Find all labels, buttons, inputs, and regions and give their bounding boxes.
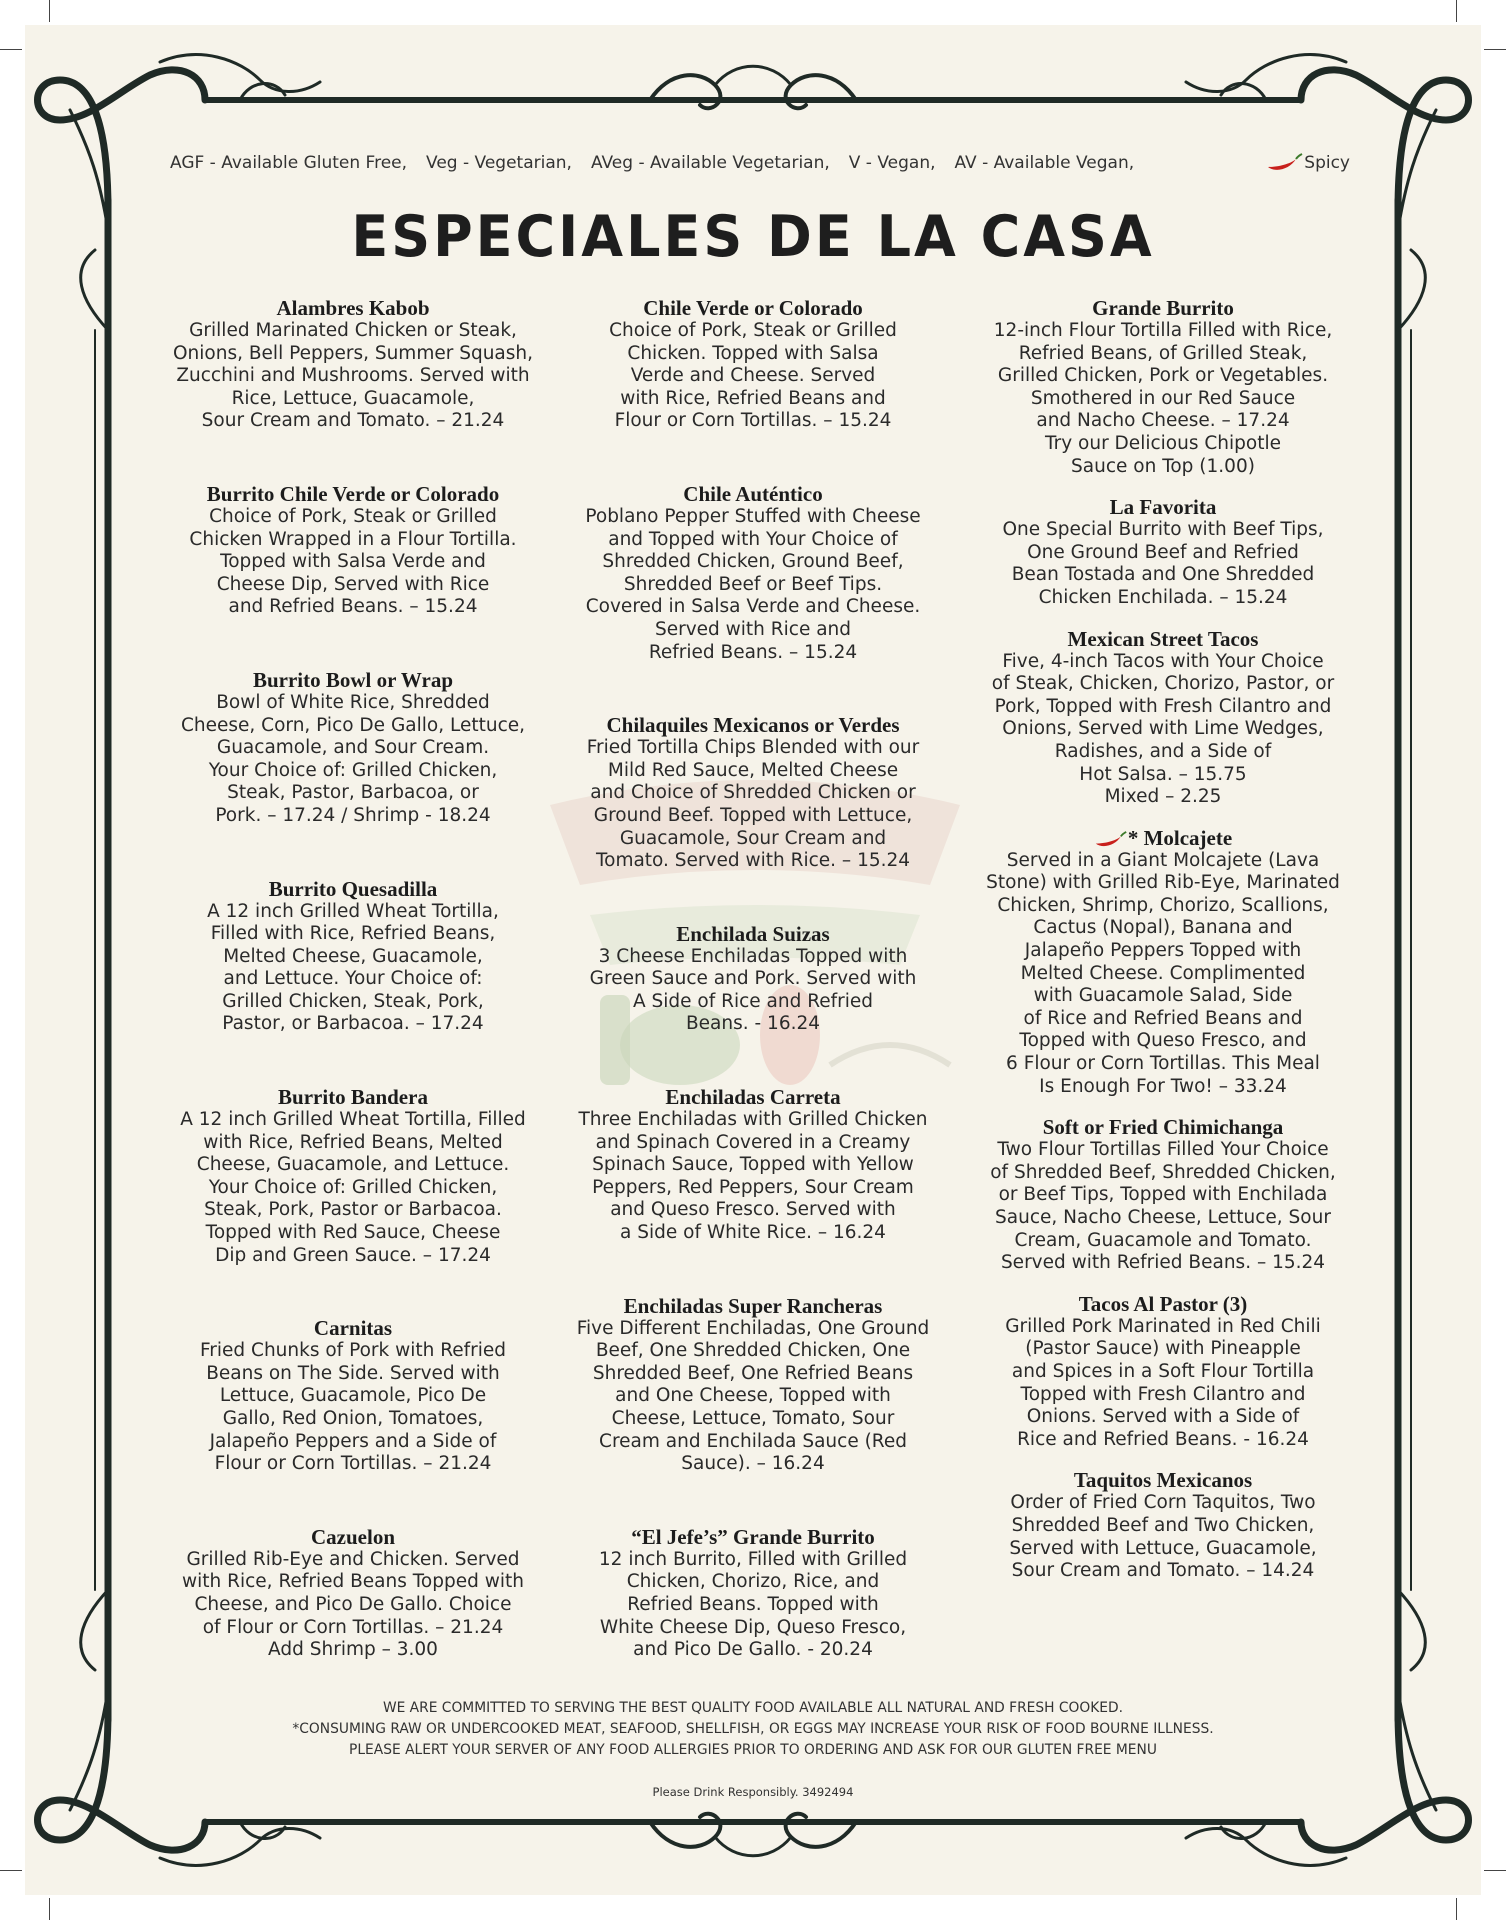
menu-item-name-text: Mexican Street Tacos: [1067, 626, 1259, 651]
menu-item-name-text: Chilaquiles Mexicanos or Verdes: [606, 713, 900, 738]
menu-item-name-text: Burrito Quesadilla: [268, 876, 438, 901]
menu-item-description: A 12 inch Grilled Wheat Tortilla, Filled with Rice, Refried Beans, Melted Cheese, Guacamole, and Lettuce. Your Choice of: Grilled Chicken, Steak, Pork, Pastor, or Barbacoa. – 17.24: [207, 900, 499, 1035]
menu-item-name: [143, 1086, 563, 1109]
menu-item-name: [143, 878, 563, 901]
menu-item-name-text: Cazuelon: [311, 1524, 395, 1549]
menu-item-name: [543, 1526, 963, 1549]
menu-item-name: [143, 483, 563, 506]
menu-item-name-text: Enchiladas Carreta: [665, 1085, 841, 1110]
menu-item: [953, 1116, 1373, 1275]
legend-item-v: V - Vegan,: [848, 153, 936, 173]
menu-footer: [0, 1698, 1506, 1761]
menu-item-name-text: Chile Verde or Colorado: [643, 296, 863, 320]
menu-column-right: [953, 297, 1373, 1583]
menu-item-name-text: Soft or Fried Chimichanga: [1042, 1115, 1284, 1140]
legend-item-spicy: [1266, 153, 1350, 173]
menu-item: [543, 1295, 963, 1476]
menu-item: [953, 1293, 1373, 1452]
menu-item-name-text: * Molcajete: [1127, 825, 1233, 850]
footer-allergy-note: PLEASE ALERT YOUR SERVER OF ANY FOOD ALLERGIES PRIOR TO ORDERING AND ASK FOR OUR GLUTEN FREE MENU: [349, 1742, 1157, 1758]
menu-item-description: Three Enchiladas with Grilled Chicken and Spinach Covered in a Creamy Spinach Sauce, Topped with Yellow Peppers, Red Peppers, Sour Cream and Queso Fresco. Served with a Side of White Rice. – 16.24: [578, 1109, 928, 1244]
menu-item: [953, 827, 1373, 1099]
menu-item-name: [953, 1116, 1373, 1139]
menu-item: [953, 1469, 1373, 1582]
menu-item: [143, 1086, 563, 1267]
menu-item: [143, 669, 563, 828]
menu-item-name-text: Tacos Al Pastor (3): [1078, 1291, 1248, 1316]
menu-column-left: [143, 297, 563, 1662]
dietary-legend: [170, 150, 1350, 176]
menu-item-name: [543, 483, 963, 506]
menu-item: [543, 923, 963, 1036]
menu-item-description: Served in a Giant Molcajete (Lava Stone) with Grilled Rib-Eye, Marinated Chicken, Shrimp, Chorizo, Scallions, Cactus (Nopal), Banana and Jalapeño Peppers Topped with Melted Cheese. Complimented with Guacamole Salad, Side of Rice and Refried Beans and Topped with Queso Fresco, and 6 Flour or Corn Tortillas. This Meal Is Enough For Two! – 33.24: [986, 849, 1340, 1097]
menu-item-description: Poblano Pepper Stuffed with Cheese and Topped with Your Choice of Shredded Chicken, Ground Beef, Shredded Beef or Beef Tips. Covered in Salsa Verde and Cheese. Served with Rice and Refried Beans. – 15.24: [585, 505, 921, 663]
menu-item-name: [143, 1317, 563, 1340]
menu-item-name: [543, 297, 963, 320]
menu-item-description: Grilled Rib-Eye and Chicken. Served with Rice, Refried Beans Topped with Cheese, and Pico De Gallo. Choice of Flour or Corn Tortillas. – 21.24 Add Shrimp – 3.00: [182, 1548, 524, 1661]
menu-item: [143, 1317, 563, 1476]
menu-item-name: [543, 1086, 963, 1109]
menu-item-name: [953, 297, 1373, 320]
menu-item-description: Fried Tortilla Chips Blended with our Mild Red Sauce, Melted Cheese and Choice of Shredded Chicken or Ground Beef. Topped with Lettuce, Guacamole, Sour Cream and Tomato. Served with Rice. – 15.24: [586, 737, 920, 872]
menu-item-description: Two Flour Tortillas Filled Your Choice of Shredded Beef, Shredded Chicken, or Beef Tips, Topped with Enchilada Sauce, Nacho Cheese, Lettuce, Sour Cream, Guacamole and Tomato. Served with Refried Beans. – 15.24: [990, 1139, 1336, 1274]
menu-item-name: [543, 923, 963, 946]
menu-item-name-text: Carnitas: [313, 1316, 393, 1341]
menu-item: [543, 297, 963, 433]
menu-item-description: Five Different Enchiladas, One Ground Beef, One Shredded Chicken, One Shredded Beef, One Refried Beans and One Cheese, Topped with Cheese, Lettuce, Tomato, Sour Cream and Enchilada Sauce (Red Sauce). – 16.24: [576, 1317, 930, 1475]
menu-item-name: [543, 714, 963, 737]
menu-item-description: One Special Burrito with Beef Tips, One Ground Beef and Refried Bean Tostada and One Shredded Chicken Enchilada. – 15.24: [1002, 519, 1324, 608]
menu-item-name-text: Enchilada Suizas: [676, 921, 830, 946]
menu-item: [543, 1526, 963, 1662]
menu-item-description: 12 inch Burrito, Filled with Grilled Chicken, Chorizo, Rice, and Refried Beans. Topped with White Cheese Dip, Queso Fresco, and Pico De Gallo. - 20.24: [598, 1548, 908, 1661]
page-title: ESPECIALES DE LA CASA: [351, 203, 1155, 270]
menu-item-name: [143, 297, 563, 320]
menu-item: [543, 1086, 963, 1245]
menu-item: [143, 483, 563, 619]
legend-item-av: AV - Available Vegan,: [954, 153, 1135, 173]
menu-item: [953, 297, 1373, 478]
menu-item-description: Choice of Pork, Steak or Grilled Chicken. Topped with Salsa Verde and Cheese. Served with Rice, Refried Beans and Flour or Corn Tortillas. – 15.24: [609, 320, 897, 432]
menu-item-name-text: Burrito Chile Verde or Colorado: [206, 481, 500, 506]
menu-item-name: [143, 1526, 563, 1549]
menu-item-description: Choice of Pork, Steak or Grilled Chicken Wrapped in a Flour Tortilla. Topped with Salsa Verde and Cheese Dip, Served with Rice and Refried Beans. – 15.24: [189, 505, 517, 618]
menu-item: [953, 628, 1373, 809]
menu-item-description: Grilled Marinated Chicken or Steak, Onions, Bell Peppers, Summer Squash, Zucchini and Mushrooms. Served with Rice, Lettuce, Guacamole, Sour Cream and Tomato. – 21.24: [172, 320, 534, 432]
menu-item: [953, 496, 1373, 609]
menu-item-name-text: Grande Burrito: [1092, 296, 1234, 320]
chili-pepper-icon: [1266, 153, 1304, 173]
menu-item: [543, 714, 963, 873]
legend-item-aveg: AVeg - Available Vegetarian,: [590, 153, 830, 173]
menu-item-name-text: Chile Auténtico: [683, 481, 823, 506]
menu-item-description: A 12 inch Grilled Wheat Tortilla, Filled with Rice, Refried Beans, Melted Cheese, Guacamole, and Lettuce. Your Choice of: Grilled Chicken, Steak, Pork, Pastor or Barbacoa. Topped with Red Sauce, Cheese Dip and Green Sauce. – 17.24: [180, 1109, 526, 1266]
menu-item: [143, 1526, 563, 1662]
menu-item-description: Five, 4-inch Tacos with Your Choice of Steak, Chicken, Chorizo, Pastor, or Pork, Topped with Fresh Cilantro and Onions, Served with Lime Wedges, Radishes, and a Side of Hot Salsa. – 15.75 Mixed – 2.25: [991, 650, 1335, 808]
footer-raw-food-warning: *CONSUMING RAW OR UNDERCOOKED MEAT, SEAFOOD, SHELLFISH, OR EGGS MAY INCREASE YOUR RISK OF FOOD BOURNE ILLNESS.: [292, 1721, 1214, 1737]
menu-item-name-text: Enchiladas Super Rancheras: [623, 1293, 883, 1318]
menu-item-name-text: La Favorita: [1109, 495, 1217, 520]
menu-item-description: Fried Chunks of Pork with Refried Beans on The Side. Served with Lettuce, Guacamole, Pico De Gallo, Red Onion, Tomatoes, Jalapeño Peppers and a Side of Flour or Corn Tortillas. – 21.24: [199, 1340, 507, 1475]
menu-item-description: Order of Fried Corn Taquitos, Two Shredded Beef and Two Chicken, Served with Lettuce, Guacamole, Sour Cream and Tomato. – 14.24: [1009, 1492, 1317, 1582]
menu-item: [143, 297, 563, 433]
legend-item-veg: Veg - Vegetarian,: [426, 153, 572, 173]
chili-pepper-icon: [1094, 831, 1128, 849]
menu-item-name-text: Taquitos Mexicanos: [1073, 1468, 1253, 1493]
menu-item-description: Grilled Pork Marinated in Red Chili (Pastor Sauce) with Pineapple and Spices in a Soft Flour Tortilla Topped with Fresh Cilantro and Onions. Served with a Side of Rice and Refried Beans. - 16.24: [1005, 1315, 1321, 1450]
legend-item-agf: AGF - Available Gluten Free,: [170, 153, 408, 173]
menu-item-name: [953, 628, 1373, 651]
menu-item-name: [953, 827, 1373, 850]
drink-responsibly-note: Please Drink Responsibly. 3492494: [652, 1785, 854, 1799]
menu-item-name: [953, 1293, 1373, 1316]
menu-item-description: Bowl of White Rice, Shredded Cheese, Corn, Pico De Gallo, Lettuce, Guacamole, and Sour Cream. Your Choice of: Grilled Chicken, Steak, Pastor, Barbacoa, or Pork. – 17.24 / Shrimp - 18.24: [180, 691, 526, 826]
menu-column-center: [543, 297, 963, 1662]
menu-item: [543, 483, 963, 664]
menu-item-name-text: Burrito Bandera: [278, 1085, 428, 1110]
menu-item-description: 12-inch Flour Tortilla Filled with Rice, Refried Beans, of Grilled Steak, Grilled Chicken, Pork or Vegetables. Smothered in our Red Sauce and Nacho Cheese. – 17.24 Try our Delicious Chipotle Sauce on Top (1.00): [993, 320, 1333, 477]
menu-item-name: [953, 496, 1373, 519]
menu-item-name-text: Alambres Kabob: [276, 296, 430, 320]
menu-item-description: 3 Cheese Enchiladas Topped with Green Sauce and Pork. Served with A Side of Rice and Refried Beans. - 16.24: [589, 945, 917, 1035]
spicy-label: Spicy: [1304, 153, 1350, 173]
menu-item-name: [543, 1295, 963, 1318]
menu-item: [143, 878, 563, 1037]
menu-item-name: [953, 1469, 1373, 1492]
menu-item-name: [143, 669, 563, 692]
footer-quality-note: WE ARE COMMITTED TO SERVING THE BEST QUALITY FOOD AVAILABLE ALL NATURAL AND FRESH COOKED.: [382, 1700, 1124, 1716]
menu-item-name-text: “El Jefe’s” Grande Burrito: [631, 1524, 875, 1549]
menu-item-name-text: Burrito Bowl or Wrap: [252, 667, 454, 692]
